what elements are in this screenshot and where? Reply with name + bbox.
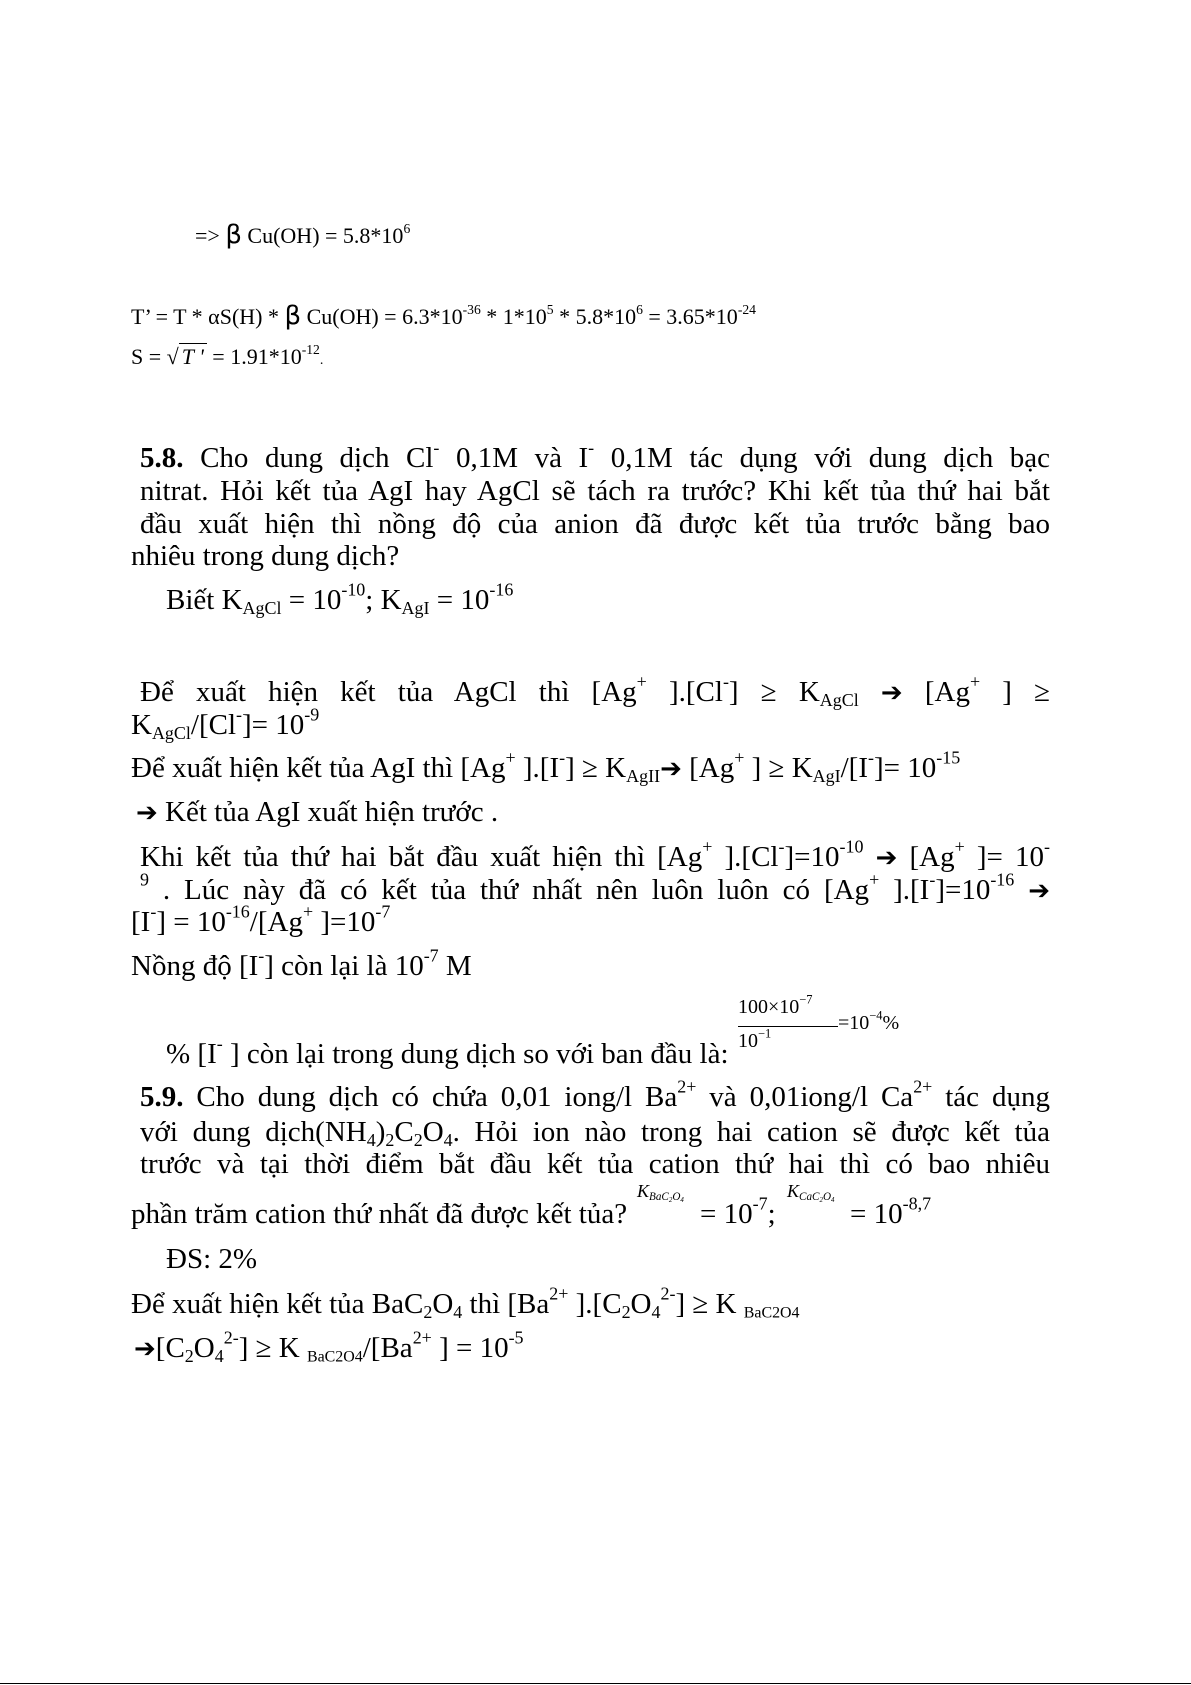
beta-cuoh-line: => β $Cu(OH) = 5.8*10^6$ xyxy=(195,220,411,250)
solution-5-8-second-line-1: Khi kết tủa thứ hai bắt đầu xuất hiện thì [Ag+ ]$.[Cl^-]=10^{-10}$ ➔ [Ag+ ]= 10- xyxy=(140,836,1051,873)
solution-5-9-line-1: Để xuất hiện kết tủa $BaC_2O_4$ thì [$Ba^{2+}$ ]$.[C_2O_4^{2-}] \ge K$ $_{BaC2O4}$ xyxy=(131,1283,800,1323)
problem-5-9-answer: ĐS: 2% xyxy=(166,1243,258,1275)
solution-5-9-line-2: $➔[C_2O_4^{2-}] \ge K$ $_{BaC2O4}/[Ba^{2+}$ ] = $10^{-5}$ xyxy=(134,1327,524,1367)
s-sqrt-line: S = √ T ' = $1.91*10^{-12}$. xyxy=(131,341,324,369)
problem-5-9-line-4: phần trăm cation thứ nhất đã được kết tủa? xyxy=(131,1198,628,1230)
k-bac2o4-value: = $10^{-7}$; xyxy=(700,1193,776,1230)
k-cac2o4-value: = $10^{-8,7}$ xyxy=(850,1193,932,1230)
problem-5-8-line-2: nitrat. Hỏi kết tủa AgI hay AgCl sẽ tách ra trước? Khi kết tủa thứ hai bắt xyxy=(140,475,1050,507)
solution-5-8-second-line-2: $^9$ . Lúc này đã có kết tủa thứ nhất nên luôn luôn có [Ag+ ]$.[I^-]=10^{-16}$ ➔ xyxy=(140,869,1050,906)
solution-5-8-agcl-line-2: $K_{AgCl}/[Cl^-]= 10^{-9}$ xyxy=(131,704,320,744)
problem-5-8-line-3: đầu xuất hiện thì nồng độ của anion đã được kết tủa trước bằng bao xyxy=(140,508,1050,540)
arrow-icon: ➔ xyxy=(136,798,158,828)
solution-5-8-remaining: Nồng độ [I-] còn lại là $10^{-7}$ M xyxy=(131,945,472,982)
arrow-icon: ➔ xyxy=(875,843,898,873)
solution-5-8-agcl-line-1: Để xuất hiện kết tủa AgCl thì [Ag+ ]$.[Cl^-] \ge K_{AgCl}$ ➔ [Ag+ ] ≥ xyxy=(140,671,1051,711)
t-prime-line: T’ = T * αS(H) * β $Cu(OH) = 6.3*10^{-36} * 1*10^5 * 5.8*10^6 = 3.65*10^{-24}$ xyxy=(131,301,756,331)
arrow-icon: ➔ xyxy=(1028,876,1050,906)
problem-5-9-line-1: 5.9. Cho dung dịch có chứa 0,01 iong/l $Ba^{2+}$ và 0,01iong/l $Ca^{2+}$ tác dụng xyxy=(140,1076,1050,1113)
solution-5-8-agi-line: Để xuất hiện kết tủa AgI thì [Ag+ ]$.[I^-] \ge K_{AgII}➔$ [Ag+ ] ≥ $K_{AgI}/[I^-]= 10^{-15}$ xyxy=(131,747,961,787)
k-bac2o4: $K_{BaC_2O_4}$ xyxy=(637,1181,684,1205)
k-cac2o4: $K_{CaC_2O_4}$ xyxy=(787,1181,835,1205)
problem-5-8-given: Biết $K_{AgCl} = 10^{-10}$; $K_{AgI} = 10^{-16}$ xyxy=(166,579,514,619)
solution-5-8-conclusion: ➔ Kết tủa AgI xuất hiện trước . xyxy=(136,796,499,828)
solution-5-8-percent-label: % [I- ] còn lại trong dung dịch so với ban đầu là: xyxy=(166,1033,729,1070)
arrow-icon: ➔ xyxy=(134,1334,156,1364)
percent-fraction: $100\times 10^{-7}$ $10^{-1}$ $=10^{-4}\%$ xyxy=(738,992,900,1052)
arrow-icon: ➔ xyxy=(660,754,682,784)
problem-5-8-line-4: nhiêu trong dung dịch? xyxy=(131,540,400,572)
arrow-icon: ➔ xyxy=(880,678,903,708)
problem-5-8-line-1: 5.8. Cho dung dịch Cl- 0,1M và I- 0,1M tác dụng với dung dịch bạc xyxy=(140,437,1050,474)
problem-5-9-line-3: trước và tại thời điểm bắt đầu kết tủa cation thứ hai thì có bao nhiêu xyxy=(140,1148,1050,1180)
solution-5-8-second-line-3: $[I^-] = 10^{-16}/[Ag^+$ ]$=10^{-7}$ xyxy=(131,901,391,938)
page-bottom-rule xyxy=(0,1683,1191,1684)
problem-5-9-line-2: với dung $dịch(NH_4)_2C_2O_4$. Hỏi ion nào trong hai cation sẽ được kết tủa xyxy=(140,1116,1050,1151)
